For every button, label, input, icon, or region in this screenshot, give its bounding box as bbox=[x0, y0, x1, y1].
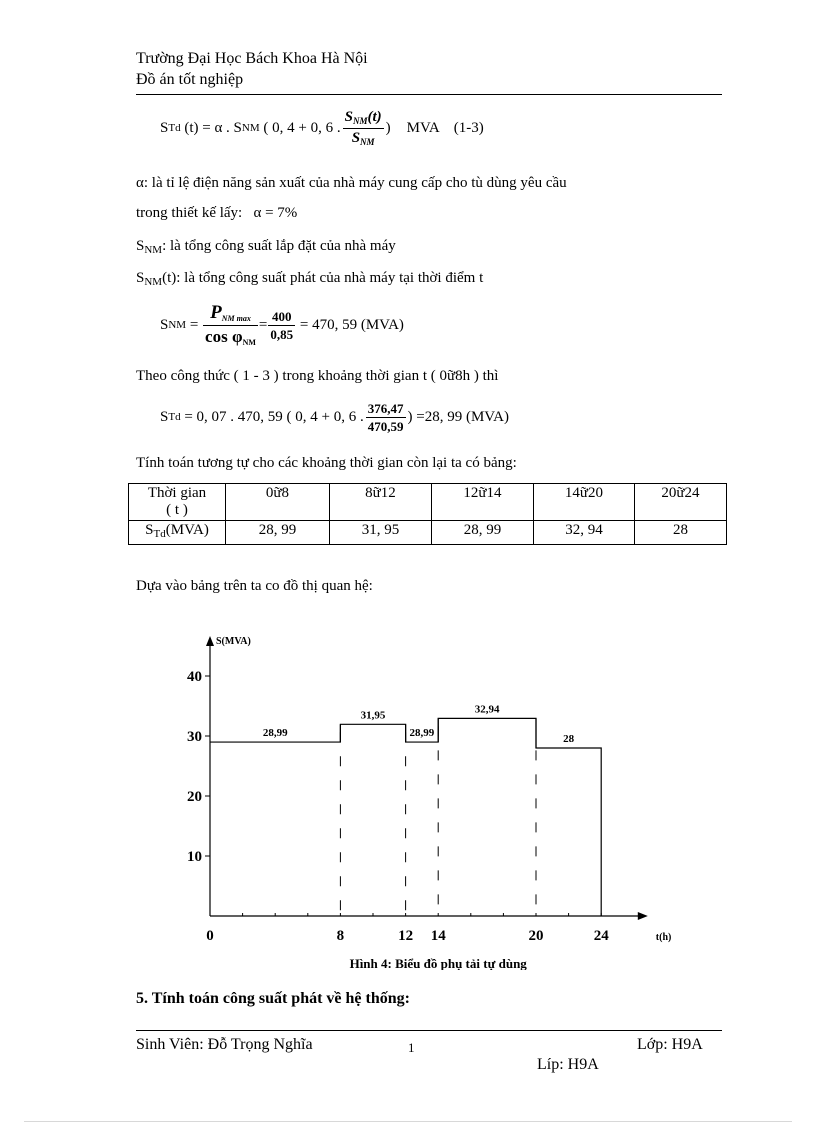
x-tick-label: 20 bbox=[528, 928, 544, 944]
table-value: 28, 99 bbox=[226, 521, 330, 545]
table-row bbox=[129, 484, 727, 521]
header-project: Đồ án tốt nghiệp bbox=[136, 71, 244, 88]
dua-vao-bang: Dựa vào bảng trên ta co đồ thị quan hệ: bbox=[136, 578, 373, 594]
table-interval: 0ữ8 bbox=[226, 484, 330, 521]
table-interval: 8ữ12 bbox=[330, 484, 432, 521]
table-header-label: Thời gian ( t ) bbox=[129, 484, 226, 521]
footer-class-repeat: Líp: H9A bbox=[537, 1056, 599, 1073]
snm-definition: $S_{NM}$: là tổng công suất lắp đặt của nhà máy bbox=[136, 238, 396, 256]
table-row bbox=[129, 521, 727, 545]
x-tick-label: 24 bbox=[593, 928, 609, 944]
tinh-toan-tuong-tu: Tính toán tương tự cho các khoảng thời gian còn lại ta có bảng: bbox=[136, 455, 517, 471]
y-tick-label: 40 bbox=[187, 669, 202, 685]
table-value: 31, 95 bbox=[330, 521, 432, 545]
x-tick-label: 14 bbox=[430, 928, 446, 944]
data-label: 28 bbox=[563, 733, 575, 745]
load-table bbox=[128, 483, 727, 545]
table-value: 32, 94 bbox=[534, 521, 635, 545]
data-label: 31,95 bbox=[360, 709, 386, 722]
data-label: 28,99 bbox=[262, 727, 288, 740]
formula-snm: S NM = $\frac{P_{NM max}}{\cos \varphi_{NM}}$ = $\frac{400}{0,85}$ = 470, 59 (MVA) bbox=[160, 302, 404, 347]
formula-std: S Td (t) = α . S NM ( 0, 4 + 0, 6 . $\frac{S_{NM}(t)}{S_{NM}}$ ) MVA (1-3) bbox=[160, 108, 484, 147]
x-tick-label: 0 bbox=[206, 928, 214, 944]
y-axis-label: S(MVA) bbox=[216, 636, 251, 647]
x-tick-label: 8 bbox=[336, 928, 345, 944]
y-tick-label: 30 bbox=[187, 729, 202, 745]
page-bottom-edge bbox=[24, 1121, 792, 1122]
table-interval: 12ữ14 bbox=[432, 484, 534, 521]
load-step-line bbox=[210, 718, 601, 916]
section-5-heading: 5. Tính toán công suất phát về hệ thống: bbox=[136, 990, 410, 1007]
header-divider bbox=[136, 94, 722, 95]
x-tick-label: 12 bbox=[398, 928, 414, 944]
y-tick-label: 10 bbox=[187, 849, 202, 865]
chart-caption: Hình 4: Biểu đồ phụ tải tự dùng bbox=[349, 956, 527, 970]
snmt-definition: $S_{NM}(t)$: là tổng công suất phát của nhà máy tại thời điểm t bbox=[136, 270, 484, 288]
x-axis-arrow bbox=[638, 912, 648, 920]
alpha-definition-line2: trong thiết kế lấy: α = 7% bbox=[136, 205, 298, 221]
table-value: 28 bbox=[635, 521, 727, 545]
y-axis-arrow bbox=[206, 636, 214, 646]
footer-class: Lớp: H9A bbox=[637, 1036, 703, 1053]
formula-std-value: S Td = 0, 07 . 470, 59 ( 0, 4 + 0, 6 . $\frac{376,47}{470,59}$ ) =28, 99 (MVA) bbox=[160, 400, 510, 434]
table-value: 28, 99 bbox=[432, 521, 534, 545]
footer-student: Sinh Viên: Đỗ Trọng Nghĩa bbox=[136, 1036, 313, 1053]
table-interval: 20ữ24 bbox=[635, 484, 727, 521]
data-label: 32,94 bbox=[474, 703, 500, 716]
y-tick-label: 20 bbox=[187, 789, 202, 805]
alpha-definition-line1: α: là tỉ lệ điện năng sản xuất của nhà máy cung cấp cho tù dùng yêu cầu bbox=[136, 175, 567, 191]
x-axis-label: t(h) bbox=[655, 932, 672, 943]
table-interval: 14ữ20 bbox=[534, 484, 635, 521]
load-chart bbox=[0, 630, 816, 970]
footer-page-number: 1 bbox=[408, 1040, 415, 1055]
theo-cong-thuc: Theo công thức ( 1 - 3 ) trong khoảng thời gian t ( 0ữ8h ) thì bbox=[136, 368, 499, 384]
header-university: Trường Đại Học Bách Khoa Hà Nội bbox=[136, 50, 368, 67]
table-row-label: $S_{Td}(MVA)$ bbox=[129, 521, 226, 545]
data-label: 28,99 bbox=[409, 727, 435, 740]
footer-divider bbox=[136, 1030, 722, 1031]
